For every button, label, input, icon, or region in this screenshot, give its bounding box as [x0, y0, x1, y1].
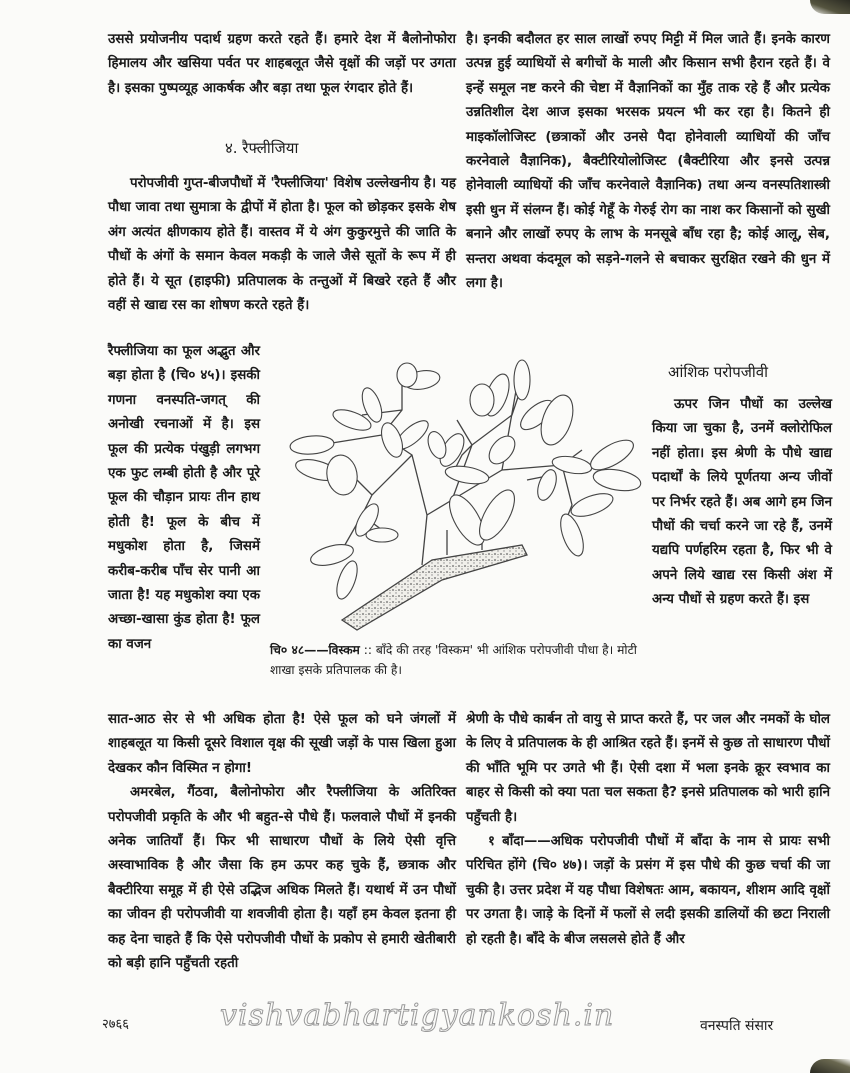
- figure-label: चि० ४८——विस्कम: [270, 643, 360, 657]
- paragraph: है। इनकी बदौलत हर साल लाखों रुपए मिट्टी में मिल जाते हैं। इनके कारण उत्पन्न हुई व्याधियों से बगीचों के माली और किसान सभी हैरान रहते हैं। वे इन्हें समूल नष्ट करने की चेष्टा में वैज्ञानिकों का मुँह ताक रहे हैं और प्रत्येक उन्नतिशील देश आज इसका भरसक प्रयत्न भी कर रहा है। कितने ही माइकॉलोजिस्ट (छत्राकों और उनसे पैदा होनेवाली व्याधियों की जाँच करनेवाले वैज्ञानिक), बैक्टीरियोलोजिस्ट (बैक्टीरिया और इनसे उत्पन्न होनेवाली व्याधियों की जाँच करनेवाले वैज्ञानिक) तथा अन्य वनस्पतिशास्त्री इसी धुन में संलग्न हैं। कोई गेहूँ के गेरुई रोग का नाश कर किसानों को सुखी बनाने और लाखों रुपए के लाभ के मनसूबे बाँध रहा है; कोई आलू, सेब, सन्तरा अथवा कंदमूल को सड़ने-गलने से बचाकर सुरक्षित रखने की धुन में लगा है।: [466, 32, 830, 292]
- paragraph: अमरबेल, गैंठवा, बैलोनोफोरा और रैफ्लीजिया के अतिरिक्त परोपजीवी प्रकृति के और भी बहुत-से पौधे हैं। फलवाले पौधों में इनकी अनेक जातियाँ हैं। फिर भी साधारण पौधों के लिये ऐसी वृत्ति अस्वाभाविक है और जैसा कि हम ऊपर कह चुके हैं, छत्राक और बैक्टीरिया समूह में ही ऐसे उद्भिज अधिक मिलते हैं। यथार्थ में उन पौधों का जीवन ही परोपजीवी या शवजीवी होता है। यहाँ हम केवल इतना ही कह देना चाहते हैं कि ऐसे परोपजीवी पौधों के प्रकोप से हमारी खेतीबारी को बड़ी हानि पहुँचती रहती: [108, 785, 456, 972]
- page-number: २७६६: [102, 1017, 130, 1032]
- right-column-bottom: [466, 708, 830, 952]
- rafflesia-narrow-column: [108, 340, 260, 657]
- partial-parasite-narrow-column: [652, 393, 832, 613]
- paragraph: उससे प्रयोजनीय पदार्थ ग्रहण करते रहते हैं। हमारे देश में बैलोनोफोरा हिमालय और खसिया पर्वत पर शाहबलूत जैसे वृक्षों की जड़ों पर उगता है। इसका पुष्पव्यूह आकर्षक और बड़ा तथा फूल रंगदार होते हैं।: [108, 32, 456, 96]
- figure-caption: [270, 640, 640, 680]
- left-column-bottom: [108, 708, 456, 976]
- rafflesia-section: [108, 172, 456, 318]
- paragraph: ऊपर जिन पौधों का उल्लेख किया जा चुका है, उनमें क्लोरोफिल नहीं होता। इस श्रेणी के पौधे खाद्य पदार्थों के लिये पूर्णतया अन्य जीवों पर निर्भर रहते हैं। अब आगे हम जिन पौधों की चर्चा करने जा रहे हैं, उनमें यद्यपि पर्णहरिम रहता है, फिर भी वे अपने लिये खाद्य रस किसी अंश में अन्य पौधों से ग्रहण करते हैं। इस: [652, 397, 832, 608]
- scan-corner-shadow: [810, 1059, 850, 1073]
- book-title: वनस्पति संसार: [700, 1018, 774, 1034]
- right-column-top: [466, 28, 830, 296]
- figure-caption-text: :: बाँदे की तरह 'विस्कम' भी आंशिक परोपजीवी पौधा है। मोटी शाखा इसके प्रतिपालक की है।: [270, 643, 637, 677]
- paragraph: रैफ्लीजिया का फूल अद्भुत और बड़ा होता है (चि० ४५)। इसकी गणना वनस्पति-जगत् की अनोखी रचनाओं में है। इस फूल की प्रत्येक पंखुड़ी लगभग एक फुट लम्बी होती है और पूरे फूल की चौड़ान प्रायः तीन हाथ होती है! फूल के बीच में मधुकोश होता है, जिसमें करीब-करीब पाँच सेर पानी आ जाता है! यह मधुकोश क्या एक अच्छा-खासा कुंड होता है! फूल का वजन: [108, 344, 260, 652]
- side-heading: आंशिक परोपजीवी: [668, 363, 769, 381]
- paragraph: १ बाँदा——अधिक परोपजीवी पौधों में बाँदा के नाम से प्रायः सभी परिचित होंगे (चि० ४७)। जड़ों के प्रसंग में इस पौधे की कुछ चर्चा की जा चुकी है। उत्तर प्रदेश में यह पौधा विशेषतः आम, बकायन, शीशम आदि वृक्षों पर उगता है। जाड़े के दिनों में फलों से लदी इसकी डालियों की छटा निराली हो रहती है। बाँदे के बीज लसलसे होते हैं और: [466, 834, 830, 947]
- mistletoe-drawing: [272, 355, 642, 635]
- paragraph: सात-आठ सेर से भी अधिक होता है! ऐसे फूल को घने जंगलों में शाहबलूत या किसी दूसरे विशाल वृक्ष की सूखी जड़ों के पास खिला हुआ देखकर कौन विस्मित न होगा!: [108, 712, 456, 776]
- left-column-top: [108, 28, 456, 101]
- mistletoe-illustration-icon: [272, 355, 642, 635]
- watermark: vishvabhartigyankosh.in: [220, 998, 615, 1033]
- paragraph: परोपजीवी गुप्त-बीजपौधों में 'रैफ्लीजिया' विशेष उल्लेखनीय है। यह पौधा जावा तथा सुमात्रा के द्वीपों में होता है। फूल को छोड़कर इसके शेष अंग अत्यंत क्षीणकाय होते हैं। वास्तव में ये अंग कुकुरमुत्ते की जाति के पौधों के अंगों के समान केवल मकड़ी के जाले जैसे सूतों के रूप में ही होते हैं। ये सूत (हाइफी) प्रतिपालक के तन्तुओं में बिखरे रहते हैं और वहीं से खाद्य रस का शोषण करते रहते हैं।: [108, 176, 456, 314]
- scan-corner-shadow: [810, 0, 850, 14]
- section-heading: ४. रैफ्लीजिया: [225, 139, 299, 157]
- paragraph: श्रेणी के पौधे कार्बन तो वायु से प्राप्त करते हैं, पर जल और नमकों के घोल के लिए वे प्रतिपालक के ही आश्रित रहते हैं। इनमें से कुछ तो साधारण पौधों की भाँति भूमि पर उगते भी हैं। ऐसी दशा में भला इनके क्रूर स्वभाव का बाहर से किसी को क्या पता चल सकता है? इनसे प्रतिपालक को भारी हानि पहुँचती है।: [466, 712, 830, 825]
